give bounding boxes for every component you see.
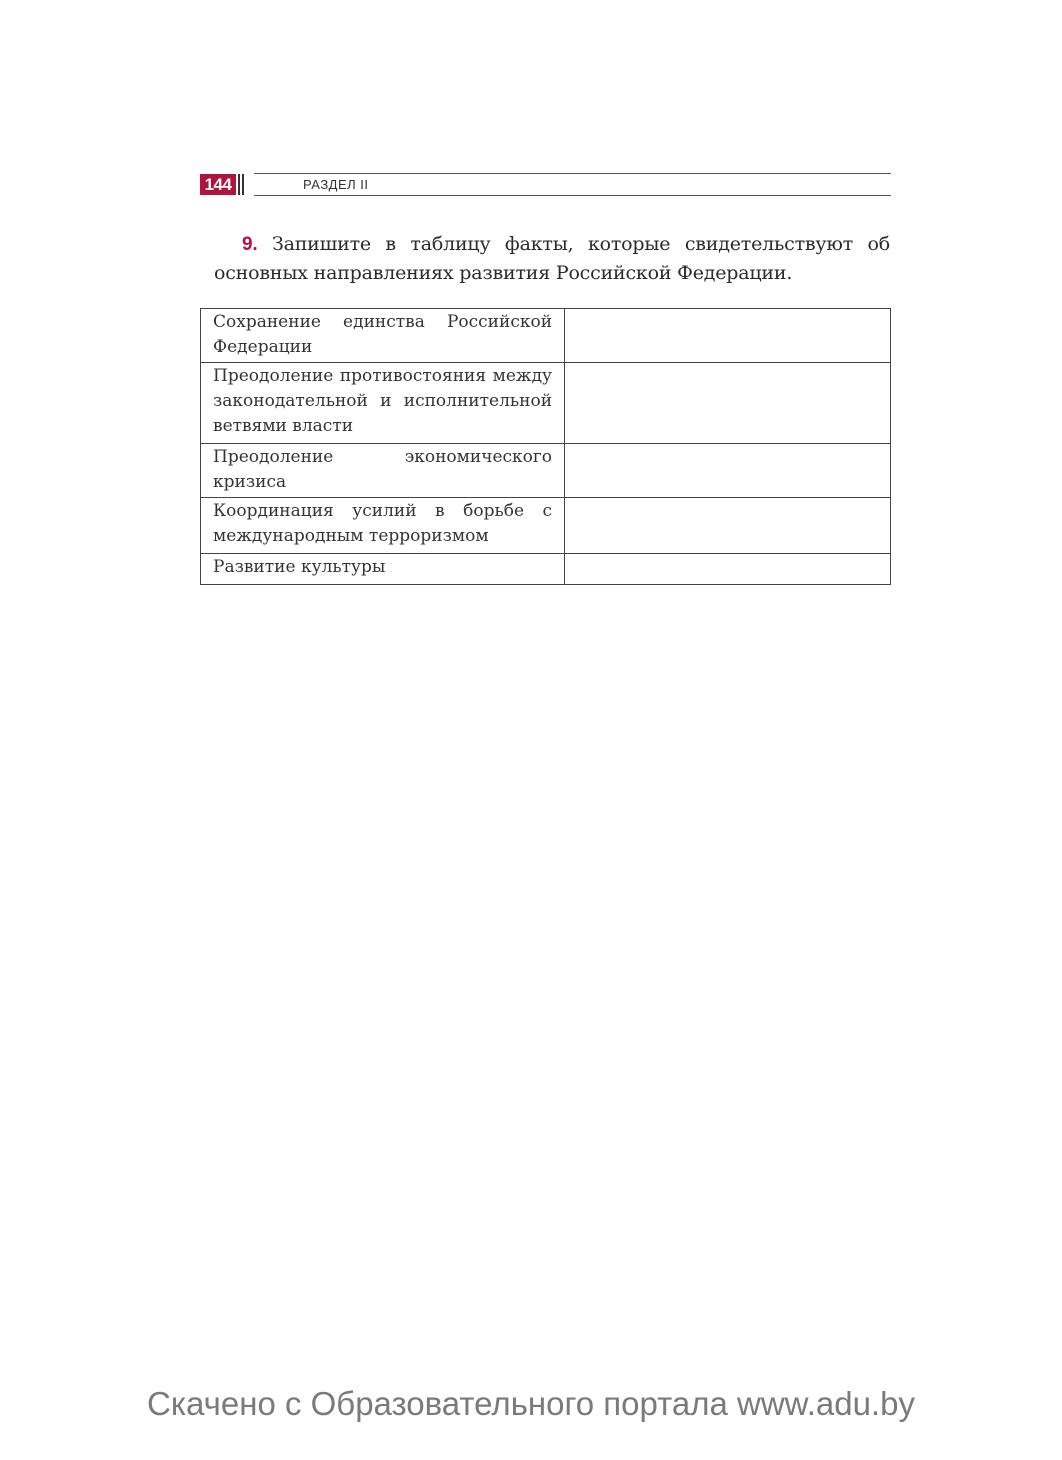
table-row [201,554,891,585]
table-row [201,498,891,554]
page-number: 144 [200,174,236,195]
table-row [201,444,891,498]
download-source-footer: Скачено с Образовательного портала www.adu.by [147,1385,915,1422]
header-rule-top [254,173,891,174]
row-label: Сохранение единства Российской Федерации [201,309,565,363]
table-row [201,309,891,363]
facts-table [200,308,891,585]
section-title: РАЗДЕЛ II [303,177,369,192]
table-row [201,363,891,444]
row-label: Преодоление противостояния между законодательной и исполнительной ветвями власти [201,363,565,444]
answer-cell[interactable] [565,444,891,498]
row-label: Развитие культуры [201,554,565,585]
answer-cell[interactable] [565,498,891,554]
row-label: Координация усилий в борьбе с международным терроризмом [201,498,565,554]
header-rule-bottom [254,195,891,196]
header-bars-decoration [238,174,246,195]
task-text: Запишите в таблицу факты, которые свидетельствуют об основных направлениях развития Российской Федерации. [214,233,890,284]
task-number: 9. [242,234,258,255]
running-header [200,170,891,198]
row-label: Преодоление экономического кризиса [201,444,565,498]
answer-cell[interactable] [565,309,891,363]
answer-cell[interactable] [565,363,891,444]
task-paragraph [214,230,890,287]
answer-cell[interactable] [565,554,891,585]
